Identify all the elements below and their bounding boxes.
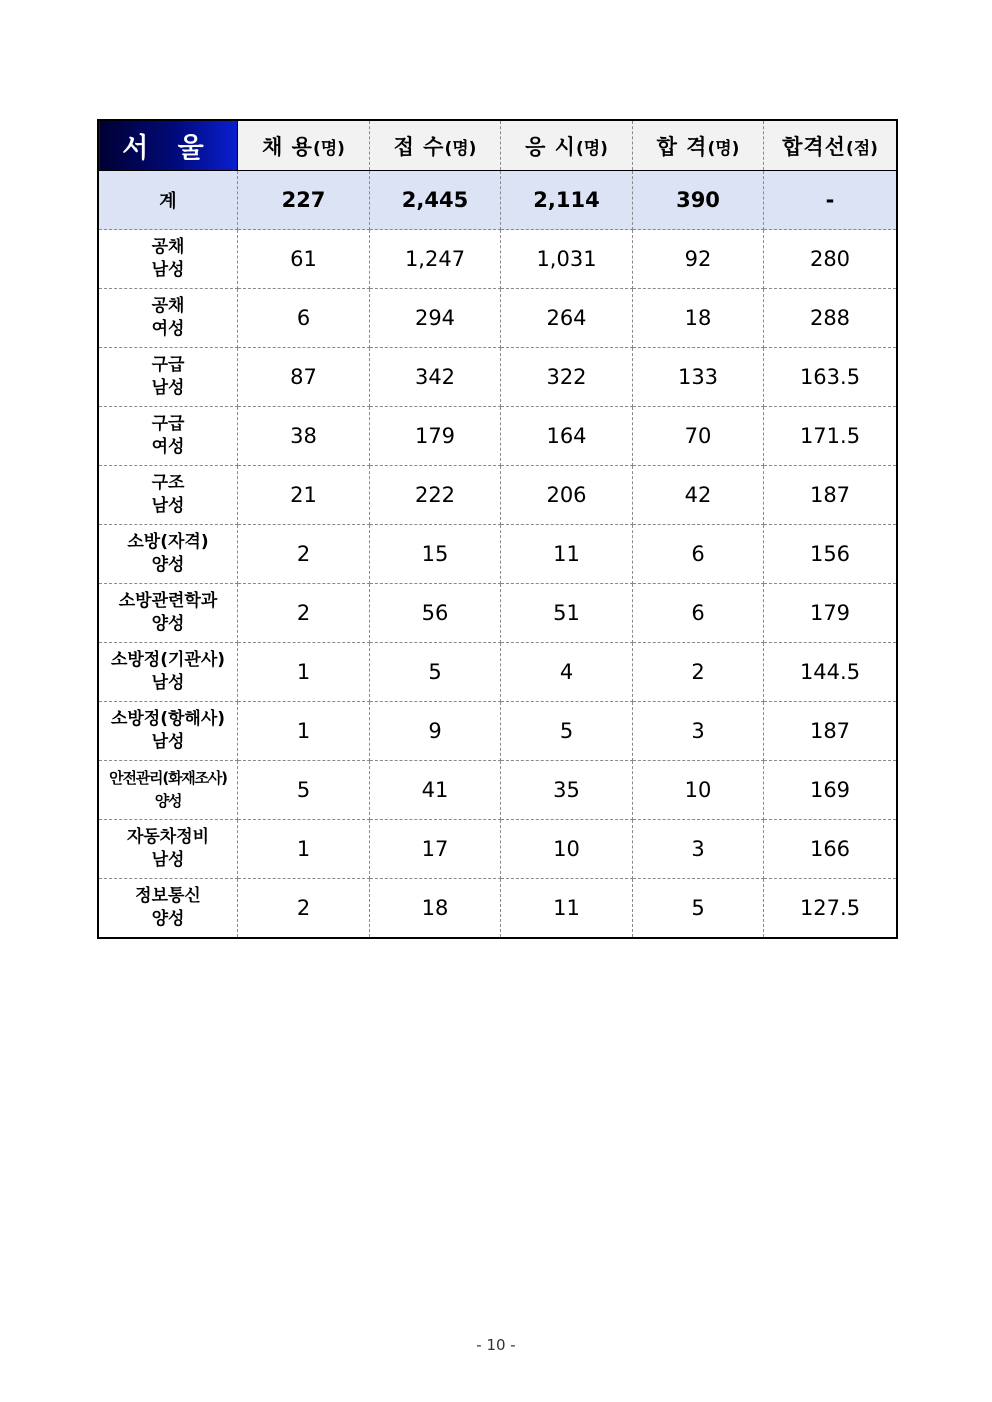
row-exam: 51 [501,584,633,643]
row-category-group: 남성 [151,260,185,280]
row-exam: 264 [501,289,633,348]
table-row [99,584,897,643]
header-exam-unit: (명) [575,138,608,159]
row-cutoff: 163.5 [764,348,897,407]
header-exam-label: 응 시 [525,134,576,159]
row-hire: 87 [238,348,370,407]
header-exam [501,121,633,171]
header-apply [370,121,501,171]
row-category-name: 자동차정비 [126,827,210,847]
row-category [99,820,238,879]
row-category-group: 남성 [151,378,185,398]
page-number: - 10 - [476,1336,516,1354]
table-row [99,230,897,289]
table-row [99,348,897,407]
table-row [99,466,897,525]
header-cutoff [764,121,897,171]
row-category-group: 양성 [151,614,185,634]
header-hire-label: 채 용 [262,134,313,159]
row-apply: 179 [370,407,501,466]
table-row [99,289,897,348]
row-category-name: 안전관리(화재조사) [109,769,227,787]
total-label: 계 [99,171,238,230]
row-pass: 3 [633,702,764,761]
header-pass [633,121,764,171]
total-cutoff: - [764,171,897,230]
row-category [99,289,238,348]
row-exam: 4 [501,643,633,702]
row-category [99,761,238,820]
row-cutoff: 280 [764,230,897,289]
row-cutoff: 169 [764,761,897,820]
row-hire: 1 [238,702,370,761]
header-hire [238,121,370,171]
row-exam: 11 [501,879,633,938]
row-apply: 18 [370,879,501,938]
row-category-name: 구급 [151,414,185,434]
row-hire: 1 [238,643,370,702]
table-row [99,525,897,584]
row-hire: 21 [238,466,370,525]
row-apply: 294 [370,289,501,348]
row-apply: 9 [370,702,501,761]
row-hire: 2 [238,525,370,584]
row-category-group: 양성 [151,555,185,575]
row-category-group: 양성 [154,792,182,810]
row-exam: 5 [501,702,633,761]
row-category-name: 정보통신 [135,886,201,906]
row-category-group: 양성 [151,909,185,929]
row-category [99,466,238,525]
header-row [99,121,897,171]
row-category-name: 구급 [151,355,185,375]
total-exam: 2,114 [501,171,633,230]
row-apply: 17 [370,820,501,879]
row-pass: 42 [633,466,764,525]
row-exam: 164 [501,407,633,466]
header-pass-unit: (명) [707,138,740,159]
header-region: 서 울 [99,121,238,171]
row-cutoff: 187 [764,702,897,761]
row-category [99,348,238,407]
header-pass-label: 합 격 [656,134,708,159]
row-pass: 5 [633,879,764,938]
row-cutoff: 127.5 [764,879,897,938]
header-cutoff-unit: (점) [845,138,878,159]
row-pass: 133 [633,348,764,407]
total-row [99,171,897,230]
row-cutoff: 171.5 [764,407,897,466]
row-pass: 2 [633,643,764,702]
table-row [99,761,897,820]
row-apply: 41 [370,761,501,820]
row-exam: 10 [501,820,633,879]
row-category-name: 소방정(항해사) [110,709,226,729]
row-pass: 6 [633,525,764,584]
table-row [99,879,897,938]
row-pass: 18 [633,289,764,348]
row-hire: 5 [238,761,370,820]
row-category-group: 남성 [151,732,185,752]
row-hire: 2 [238,584,370,643]
header-apply-unit: (명) [444,138,477,159]
row-exam: 322 [501,348,633,407]
row-category-name: 공채 [151,296,185,316]
row-cutoff: 187 [764,466,897,525]
row-category [99,643,238,702]
row-category-group: 남성 [151,673,185,693]
row-category [99,702,238,761]
total-hire: 227 [238,171,370,230]
row-apply: 1,247 [370,230,501,289]
row-cutoff: 166 [764,820,897,879]
row-category [99,407,238,466]
results-table [98,120,897,938]
row-apply: 342 [370,348,501,407]
row-apply: 5 [370,643,501,702]
row-category-name: 구조 [151,473,185,493]
header-hire-unit: (명) [312,138,345,159]
row-hire: 2 [238,879,370,938]
row-exam: 1,031 [501,230,633,289]
row-cutoff: 288 [764,289,897,348]
row-cutoff: 179 [764,584,897,643]
total-pass: 390 [633,171,764,230]
row-category [99,584,238,643]
row-category-group: 여성 [151,319,185,339]
row-cutoff: 156 [764,525,897,584]
row-exam: 11 [501,525,633,584]
table-row [99,407,897,466]
row-exam: 206 [501,466,633,525]
row-hire: 38 [238,407,370,466]
row-category [99,230,238,289]
total-apply: 2,445 [370,171,501,230]
row-category-name: 소방(자격) [127,532,209,552]
row-pass: 6 [633,584,764,643]
table-row [99,820,897,879]
row-category-name: 공채 [151,237,185,257]
table-body [99,230,897,938]
row-hire: 1 [238,820,370,879]
table-row [99,702,897,761]
row-category-group: 남성 [151,850,185,870]
row-pass: 92 [633,230,764,289]
row-category-group: 여성 [151,437,185,457]
row-category [99,879,238,938]
row-category-name: 소방정(기관사) [110,650,226,670]
row-pass: 70 [633,407,764,466]
row-hire: 61 [238,230,370,289]
table-row [99,643,897,702]
header-cutoff-label: 합격선 [782,134,846,159]
row-category-name: 소방관련학과 [118,591,218,611]
row-category [99,525,238,584]
row-exam: 35 [501,761,633,820]
row-pass: 3 [633,820,764,879]
row-pass: 10 [633,761,764,820]
row-apply: 56 [370,584,501,643]
row-cutoff: 144.5 [764,643,897,702]
row-apply: 15 [370,525,501,584]
row-apply: 222 [370,466,501,525]
row-hire: 6 [238,289,370,348]
header-apply-label: 접 수 [393,134,445,159]
row-category-group: 남성 [151,496,185,516]
